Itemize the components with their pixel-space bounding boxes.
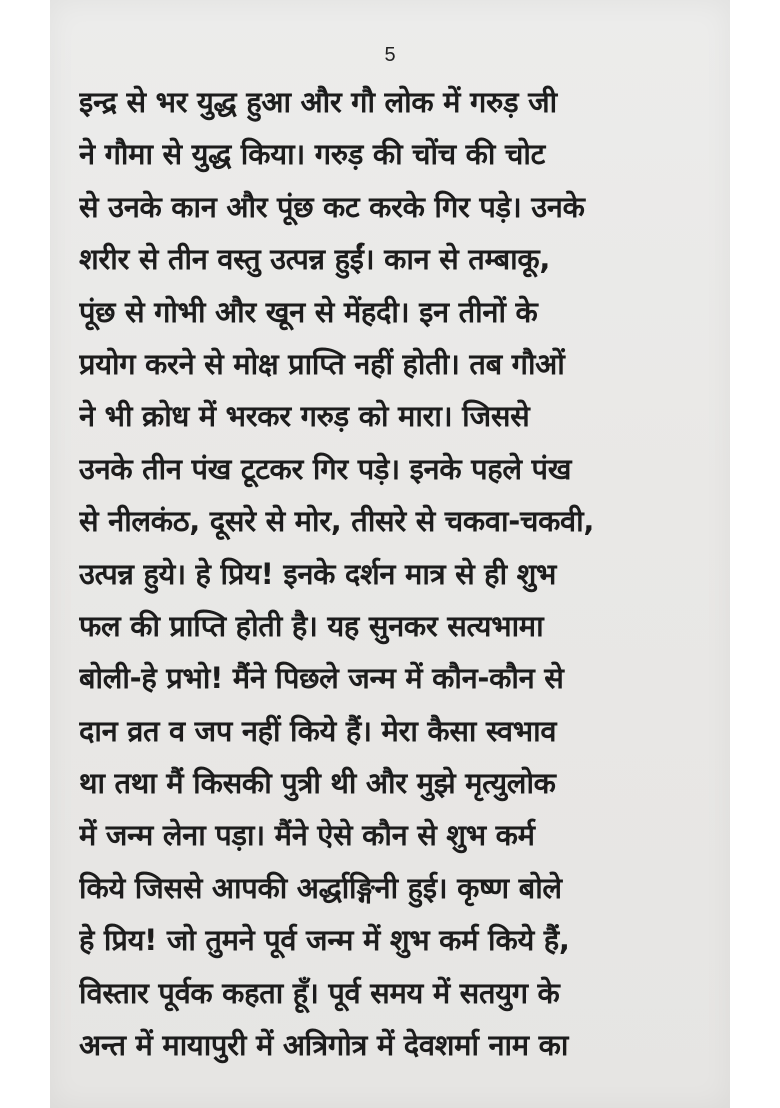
text-line: बोली-हे प्रभो! मैंने पिछले जन्म में कौन-कौन से bbox=[79, 661, 564, 696]
text-line: अन्त में मायापुरी में अत्रिगोत्र में देवशर्मा नाम का bbox=[79, 1028, 569, 1063]
text-line: पूंछ से गोभी और खून से मेंहदी। इन तीनों के bbox=[79, 294, 538, 329]
page-number: 5 bbox=[384, 44, 396, 66]
text-line: उनके तीन पंख टूटकर गिर पड़े। इनके पहले पंख bbox=[79, 451, 572, 486]
text-line: फल की प्राप्ति होती है। यह सुनकर सत्यभामा bbox=[79, 608, 544, 643]
text-line: हे प्रिय! जो तुमने पूर्व जन्म में शुभ कर्म किये हैं, bbox=[79, 923, 570, 958]
text-line: इन्द्र से भर युद्ध हुआ और गौ लोक में गरुड़ जी bbox=[79, 85, 557, 119]
text-line: में जन्म लेना पड़ा। मैंने ऐसे कौन से शुभ कर्म bbox=[79, 818, 535, 853]
text-line: उत्पन्न हुये। हे प्रिय! इनके दर्शन मात्र से ही शुभ bbox=[79, 556, 557, 591]
text-line: से उनके कान और पूंछ कट करके गिर पड़े। उनके bbox=[79, 189, 585, 224]
text-line: था तथा मैं किसकी पुत्री थी और मुझे मृत्युलोक bbox=[79, 766, 556, 801]
text-line: ने गौमा से युद्ध किया। गरुड़ की चोंच की चोट bbox=[79, 137, 545, 172]
text-line: से नीलकंठ, दूसरे से मोर, तीसरे से चकवा-चकवी, bbox=[79, 504, 595, 539]
text-line: ने भी क्रोध में भरकर गरुड़ को मारा। जिससे bbox=[79, 399, 530, 434]
text-line: किये जिससे आपकी अर्द्धाङ्गिनी हुई। कृष्ण बोले bbox=[79, 870, 562, 905]
text-line: दान व्रत व जप नहीं किये हैं। मेरा कैसा स्वभाव bbox=[79, 713, 557, 748]
text-line: विस्तार पूर्वक कहता हूँ। पूर्व समय में सतयुग के bbox=[79, 975, 560, 1010]
text-line: प्रयोग करने से मोक्ष प्राप्ति नहीं होती। तब गौओं bbox=[79, 346, 565, 381]
text-line: शरीर से तीन वस्तु उत्पन्न हुईं। कान से तम्बाकू, bbox=[79, 242, 551, 277]
body-text bbox=[79, 76, 689, 1071]
